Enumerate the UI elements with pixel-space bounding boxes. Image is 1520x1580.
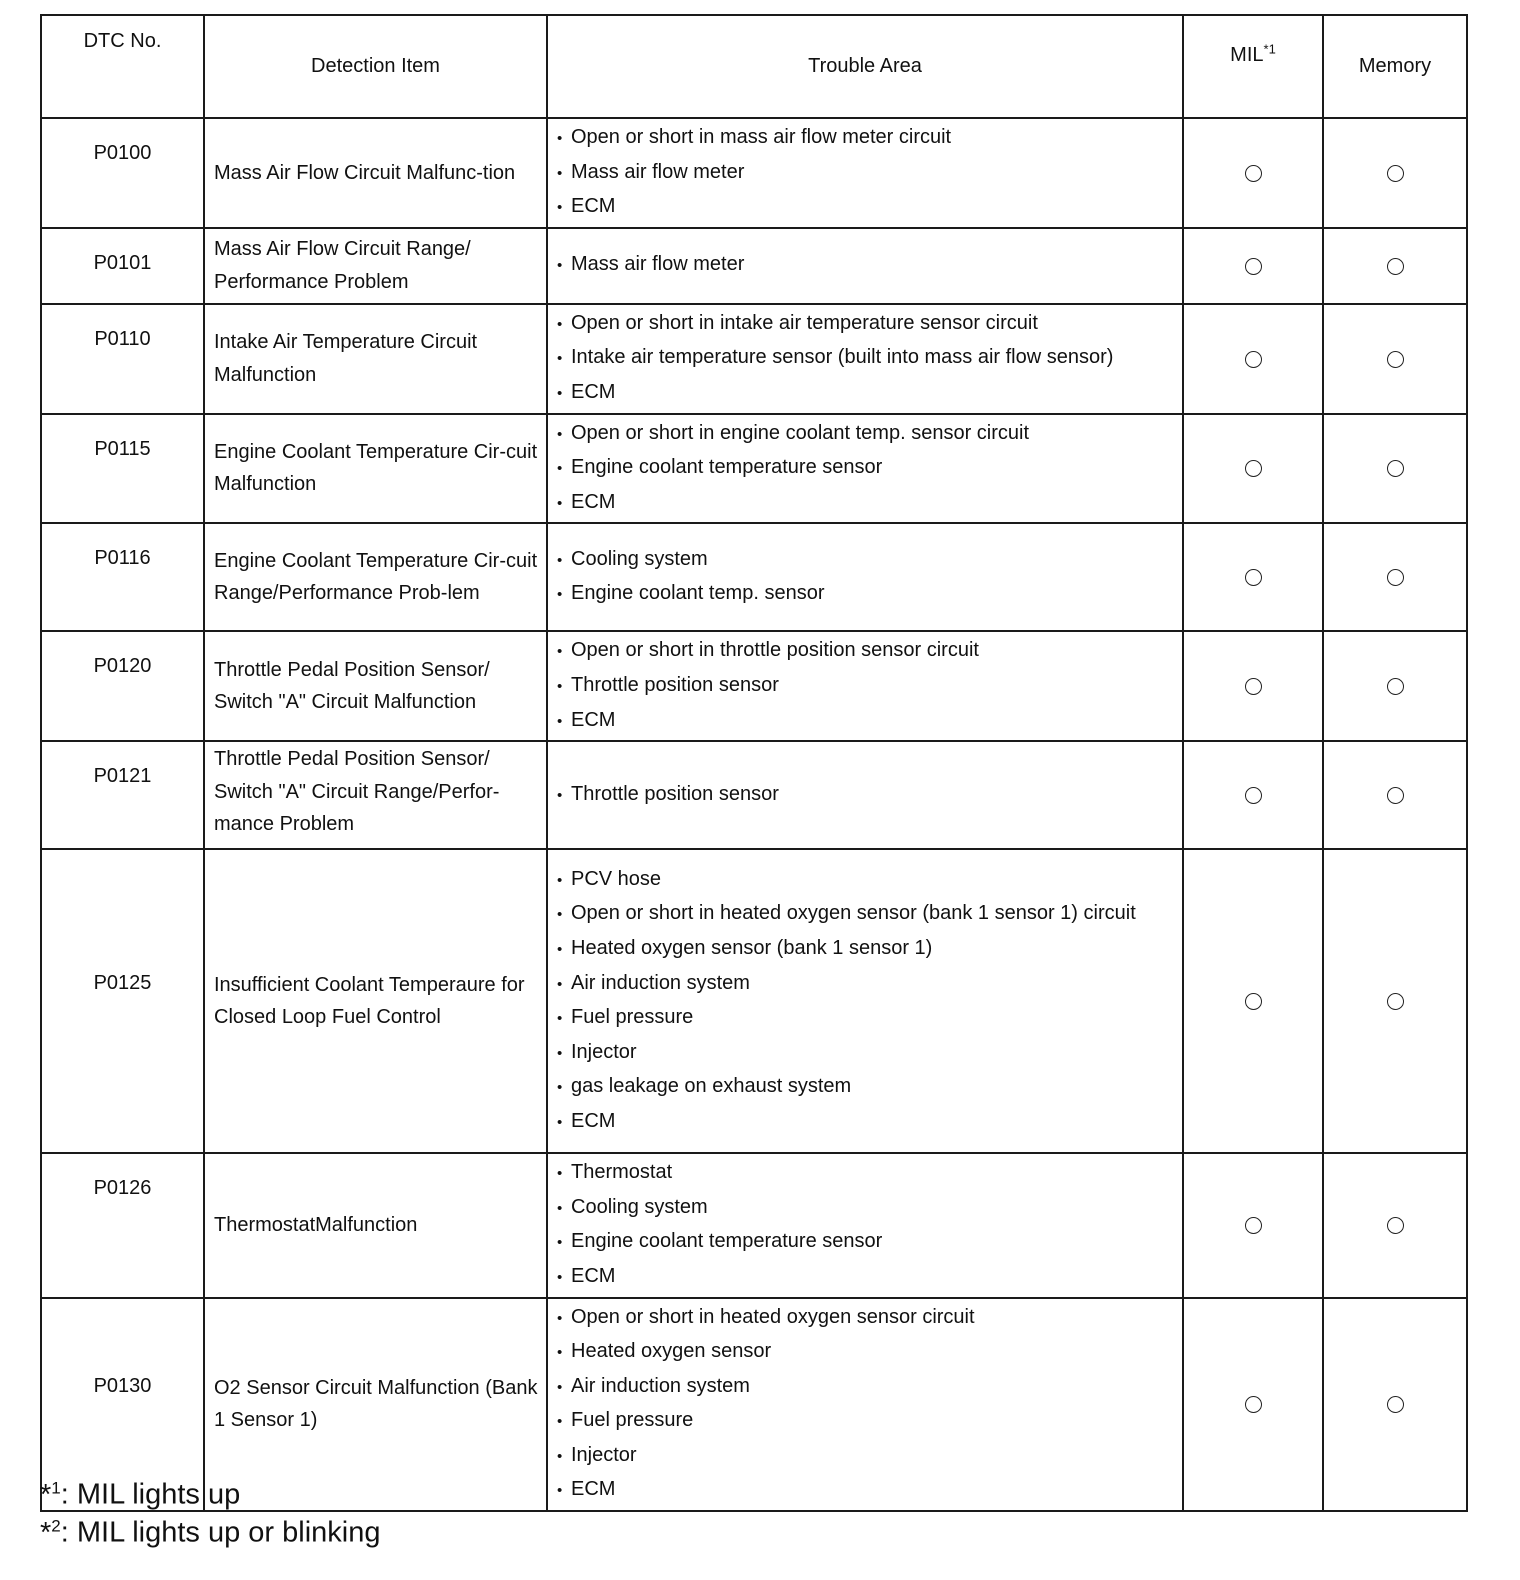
trouble-area-list bbox=[557, 121, 1174, 225]
detection-item-cell: Mass Air Flow Circuit Malfunc-tion bbox=[204, 118, 547, 228]
table-row bbox=[41, 523, 1467, 631]
trouble-area-list bbox=[557, 1301, 1174, 1509]
dtc-table bbox=[40, 14, 1468, 1512]
memory-circle-icon bbox=[1387, 460, 1404, 477]
memory-mark-cell bbox=[1323, 414, 1467, 524]
memory-circle-icon bbox=[1387, 258, 1404, 275]
detection-item-cell: ThermostatMalfunction bbox=[204, 1153, 547, 1297]
table-row bbox=[41, 414, 1467, 524]
dtc-code-cell: P0100 bbox=[41, 118, 204, 228]
memory-circle-icon bbox=[1387, 993, 1404, 1010]
trouble-area-item: • Throttle position sensor bbox=[557, 778, 1174, 813]
mil-mark-cell bbox=[1183, 414, 1323, 524]
footnote-text: : MIL lights up bbox=[60, 1478, 241, 1511]
table-header-row bbox=[41, 15, 1467, 118]
mil-circle-icon bbox=[1245, 787, 1262, 804]
mil-mark-cell bbox=[1183, 304, 1323, 414]
memory-circle-icon bbox=[1387, 351, 1404, 368]
mil-circle-icon bbox=[1245, 1217, 1262, 1234]
trouble-area-item: • Thermostat bbox=[557, 1156, 1174, 1191]
table-row bbox=[41, 849, 1467, 1153]
trouble-area-item: • Engine coolant temp. sensor bbox=[557, 577, 1174, 612]
memory-circle-icon bbox=[1387, 1396, 1404, 1413]
mil-mark-cell bbox=[1183, 849, 1323, 1153]
mil-mark-cell bbox=[1183, 631, 1323, 741]
memory-circle-icon bbox=[1387, 787, 1404, 804]
trouble-area-cell bbox=[547, 741, 1183, 849]
detection-item-cell: Throttle Pedal Position Sensor/ Switch "A" Circuit Range/Perfor-mance Problem bbox=[204, 741, 547, 849]
mil-mark-cell bbox=[1183, 1298, 1323, 1512]
footnote-number: 2 bbox=[51, 1516, 61, 1535]
header-mil-footnote-ref: *1 bbox=[1263, 41, 1276, 57]
trouble-area-list bbox=[557, 417, 1174, 521]
trouble-area-cell bbox=[547, 414, 1183, 524]
mil-circle-icon bbox=[1245, 1396, 1262, 1413]
memory-circle-icon bbox=[1387, 165, 1404, 182]
table-row bbox=[41, 118, 1467, 228]
memory-mark-cell bbox=[1323, 304, 1467, 414]
memory-mark-cell bbox=[1323, 1298, 1467, 1512]
trouble-area-item: • Fuel pressure bbox=[557, 1404, 1174, 1439]
footnote bbox=[40, 1508, 380, 1551]
trouble-area-item: • ECM bbox=[557, 486, 1174, 521]
trouble-area-item: • Injector bbox=[557, 1036, 1174, 1071]
trouble-area-item: • Cooling system bbox=[557, 543, 1174, 578]
trouble-area-item: • Air induction system bbox=[557, 1370, 1174, 1405]
mil-mark-cell bbox=[1183, 228, 1323, 304]
trouble-area-item: • ECM bbox=[557, 1260, 1174, 1295]
trouble-area-cell bbox=[547, 228, 1183, 304]
trouble-area-list bbox=[557, 863, 1174, 1140]
table-row bbox=[41, 741, 1467, 849]
memory-mark-cell bbox=[1323, 228, 1467, 304]
header-mil bbox=[1183, 15, 1323, 118]
footnote-number: 1 bbox=[51, 1478, 61, 1497]
memory-circle-icon bbox=[1387, 569, 1404, 586]
trouble-area-cell bbox=[547, 631, 1183, 741]
header-mil-label: MIL bbox=[1230, 44, 1264, 66]
detection-item-cell: Intake Air Temperature Circuit Malfunction bbox=[204, 304, 547, 414]
footnote-text: : MIL lights up or blinking bbox=[60, 1516, 381, 1549]
trouble-area-item: • Open or short in intake air temperature sensor circuit bbox=[557, 307, 1174, 342]
footnote-marker bbox=[40, 1479, 61, 1511]
trouble-area-item: • ECM bbox=[557, 1473, 1174, 1508]
mil-circle-icon bbox=[1245, 165, 1262, 182]
trouble-area-list bbox=[557, 778, 1174, 813]
footnote-star: * bbox=[40, 1516, 52, 1549]
trouble-area-item: • Intake air temperature sensor (built into mass air flow sensor) bbox=[557, 341, 1174, 376]
trouble-area-item: • Mass air flow meter bbox=[557, 156, 1174, 191]
memory-circle-icon bbox=[1387, 678, 1404, 695]
trouble-area-cell bbox=[547, 849, 1183, 1153]
trouble-area-item: • Throttle position sensor bbox=[557, 669, 1174, 704]
mil-mark-cell bbox=[1183, 741, 1323, 849]
memory-circle-icon bbox=[1387, 1217, 1404, 1234]
table-row bbox=[41, 631, 1467, 741]
table-row bbox=[41, 1153, 1467, 1297]
footnote-marker bbox=[40, 1517, 61, 1549]
trouble-area-item: • Engine coolant temperature sensor bbox=[557, 1225, 1174, 1260]
mil-mark-cell bbox=[1183, 523, 1323, 631]
footnote-star: * bbox=[40, 1478, 52, 1511]
table-row bbox=[41, 228, 1467, 304]
mil-circle-icon bbox=[1245, 460, 1262, 477]
dtc-code-cell: P0115 bbox=[41, 414, 204, 524]
trouble-area-item: • Engine coolant temperature sensor bbox=[557, 451, 1174, 486]
dtc-code-cell: P0125 bbox=[41, 849, 204, 1153]
trouble-area-item: • Open or short in heated oxygen sensor circuit bbox=[557, 1301, 1174, 1336]
dtc-code-cell: P0101 bbox=[41, 228, 204, 304]
table-row bbox=[41, 1298, 1467, 1512]
trouble-area-list bbox=[557, 634, 1174, 738]
detection-item-cell: Mass Air Flow Circuit Range/ Performance Problem bbox=[204, 228, 547, 304]
trouble-area-item: • Air induction system bbox=[557, 967, 1174, 1002]
trouble-area-item: • Heated oxygen sensor bbox=[557, 1335, 1174, 1370]
mil-circle-icon bbox=[1245, 351, 1262, 368]
mil-circle-icon bbox=[1245, 678, 1262, 695]
trouble-area-item: • Open or short in throttle position sensor circuit bbox=[557, 634, 1174, 669]
footnote bbox=[40, 1470, 240, 1513]
trouble-area-list bbox=[557, 307, 1174, 411]
trouble-area-cell bbox=[547, 1298, 1183, 1512]
detection-item-cell: Insufficient Coolant Temperaure for Closed Loop Fuel Control bbox=[204, 849, 547, 1153]
mil-mark-cell bbox=[1183, 1153, 1323, 1297]
trouble-area-item: • ECM bbox=[557, 190, 1174, 225]
trouble-area-item: • gas leakage on exhaust system bbox=[557, 1070, 1174, 1105]
trouble-area-item: • Fuel pressure bbox=[557, 1001, 1174, 1036]
trouble-area-item: • Open or short in heated oxygen sensor (bank 1 sensor 1) circuit bbox=[557, 897, 1174, 932]
trouble-area-item: • Mass air flow meter bbox=[557, 248, 1174, 283]
memory-mark-cell bbox=[1323, 631, 1467, 741]
header-trouble-area: Trouble Area bbox=[547, 15, 1183, 118]
mil-circle-icon bbox=[1245, 258, 1262, 275]
trouble-area-item: • ECM bbox=[557, 1105, 1174, 1140]
header-dtc-no: DTC No. bbox=[41, 15, 204, 118]
detection-item-cell: Engine Coolant Temperature Cir-cuit Malfunction bbox=[204, 414, 547, 524]
trouble-area-item: • Heated oxygen sensor (bank 1 sensor 1) bbox=[557, 932, 1174, 967]
trouble-area-item: • ECM bbox=[557, 704, 1174, 739]
mil-mark-cell bbox=[1183, 118, 1323, 228]
dtc-code-cell: P0110 bbox=[41, 304, 204, 414]
header-detection-item: Detection Item bbox=[204, 15, 547, 118]
trouble-area-item: • Cooling system bbox=[557, 1191, 1174, 1226]
memory-mark-cell bbox=[1323, 118, 1467, 228]
dtc-code-cell: P0120 bbox=[41, 631, 204, 741]
trouble-area-list bbox=[557, 1156, 1174, 1294]
trouble-area-list bbox=[557, 248, 1174, 283]
detection-item-cell: Throttle Pedal Position Sensor/ Switch "A" Circuit Malfunction bbox=[204, 631, 547, 741]
trouble-area-item: • Open or short in engine coolant temp. sensor circuit bbox=[557, 417, 1174, 452]
trouble-area-item: • PCV hose bbox=[557, 863, 1174, 898]
dtc-code-cell: P0121 bbox=[41, 741, 204, 849]
dtc-code-cell: P0130 bbox=[41, 1298, 204, 1512]
trouble-area-cell bbox=[547, 118, 1183, 228]
table-body bbox=[41, 118, 1467, 1511]
trouble-area-cell bbox=[547, 304, 1183, 414]
mil-circle-icon bbox=[1245, 569, 1262, 586]
memory-mark-cell bbox=[1323, 849, 1467, 1153]
mil-circle-icon bbox=[1245, 993, 1262, 1010]
trouble-area-item: • Injector bbox=[557, 1439, 1174, 1474]
memory-mark-cell bbox=[1323, 1153, 1467, 1297]
trouble-area-cell bbox=[547, 1153, 1183, 1297]
detection-item-cell: Engine Coolant Temperature Cir-cuit Range/Performance Prob-lem bbox=[204, 523, 547, 631]
trouble-area-cell bbox=[547, 523, 1183, 631]
memory-mark-cell bbox=[1323, 741, 1467, 849]
dtc-code-cell: P0116 bbox=[41, 523, 204, 631]
table-row bbox=[41, 304, 1467, 414]
memory-mark-cell bbox=[1323, 523, 1467, 631]
header-memory: Memory bbox=[1323, 15, 1467, 118]
trouble-area-item: • Open or short in mass air flow meter circuit bbox=[557, 121, 1174, 156]
trouble-area-item: • ECM bbox=[557, 376, 1174, 411]
detection-item-cell: O2 Sensor Circuit Malfunction (Bank 1 Sensor 1) bbox=[204, 1298, 547, 1512]
dtc-code-cell: P0126 bbox=[41, 1153, 204, 1297]
trouble-area-list bbox=[557, 543, 1174, 612]
